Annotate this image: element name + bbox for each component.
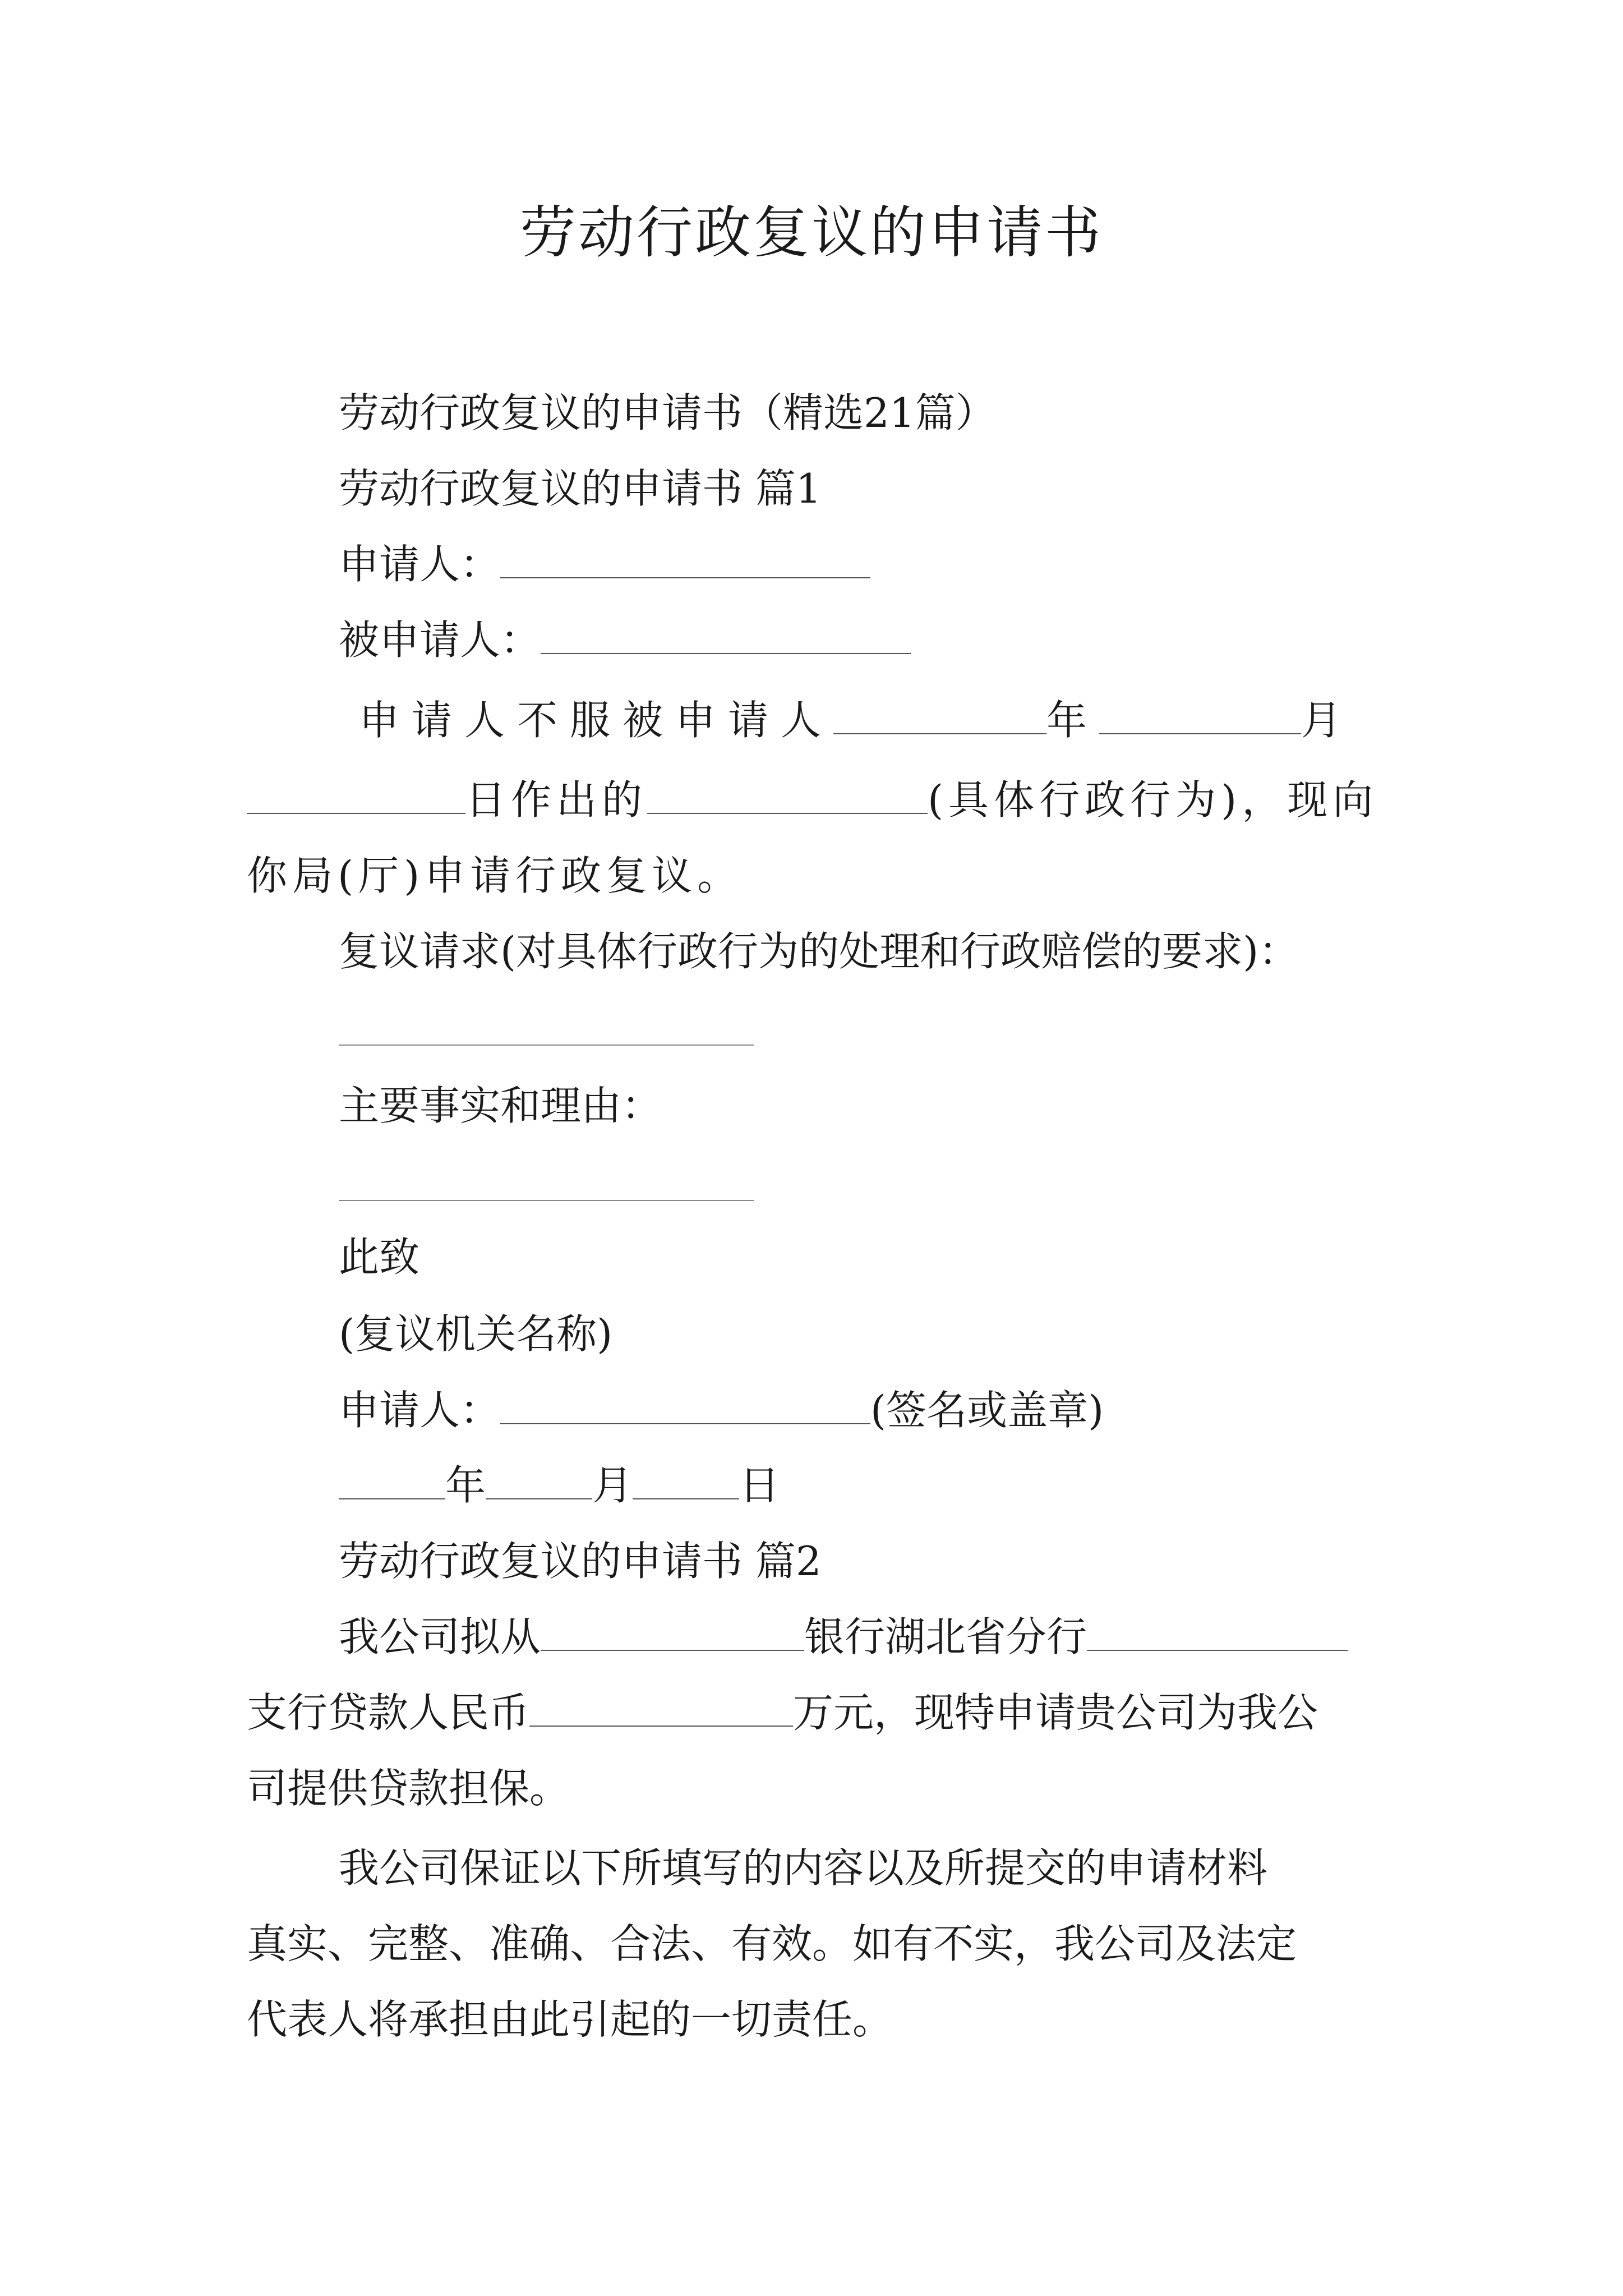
date-month-blank [486, 1462, 592, 1499]
date-day-label: 日 [739, 1462, 780, 1509]
applicant-blank [500, 541, 870, 578]
p2-branch-blank [1087, 1614, 1348, 1651]
facts-label: 主要事实和理由： [339, 1082, 662, 1129]
p2-text-c: 支行贷款人民币 [247, 1689, 530, 1736]
p2-text-b: 银行湖北省分行 [804, 1613, 1087, 1660]
document-title: 劳动行政复议的申请书 [520, 200, 1103, 265]
applicant-line [339, 537, 870, 591]
p2-text-a: 我公司拟从 [339, 1613, 541, 1660]
p1-text-c: (具体行政行为)，现向 [928, 776, 1378, 823]
p1-text-b: 日作出的 [465, 776, 648, 823]
paragraph-1-line-3: 你局(厅)申请行政复议。 [247, 852, 743, 899]
p2-amount-blank [529, 1690, 793, 1727]
respondent-line [339, 613, 911, 667]
paragraph-3-line-1: 我公司保证以下所填写的内容以及所提交的申请材料 [339, 1844, 1268, 1892]
paragraph-1-line-1 [359, 693, 1354, 747]
authority-name: (复议机关名称) [339, 1310, 613, 1358]
applicant-label: 申请人： [339, 541, 501, 588]
sign-suffix: (签名或盖章) [870, 1387, 1104, 1434]
request-blank-line [339, 1045, 754, 1046]
sign-label: 申请人： [339, 1387, 501, 1434]
respondent-label: 被申请人： [339, 616, 541, 664]
date-line [339, 1458, 780, 1512]
signature-blank [500, 1387, 870, 1424]
regards: 此致 [339, 1234, 420, 1281]
p1-text-a: 申请人不服被申请人 [359, 697, 834, 744]
date-month-label: 月 [592, 1462, 633, 1509]
request-label: 复议请求(对具体行政行为的处理和行政赔偿的要求)： [339, 928, 1299, 975]
p1-date-month-blank [1099, 697, 1301, 734]
p2-bank-blank [541, 1614, 804, 1651]
p2-text-d: 万元，现特申请贵公司为我公 [793, 1689, 1318, 1736]
p1-date-year-blank [833, 697, 1046, 734]
paragraph-2-line-1 [339, 1610, 1348, 1664]
signature-line [339, 1383, 1104, 1437]
p1-date-day-blank [247, 777, 465, 814]
paragraph-2-line-2 [247, 1686, 1318, 1740]
section-heading-2: 劳动行政复议的申请书 篇2 [339, 1538, 822, 1585]
subtitle: 劳动行政复议的申请书（精选21篇） [339, 389, 996, 436]
p1-year-label: 年 [1046, 697, 1100, 744]
date-year-blank [339, 1462, 445, 1499]
facts-blank-line [339, 1200, 754, 1201]
section-heading-1: 劳动行政复议的申请书 篇1 [339, 465, 822, 512]
paragraph-1-line-2 [247, 773, 1378, 827]
date-year-label: 年 [445, 1462, 486, 1509]
paragraph-3-line-2: 真实、完整、准确、合法、有效。如有不实，我公司及法定 [247, 1920, 1297, 1967]
p1-month-label: 月 [1301, 697, 1354, 744]
date-day-blank [633, 1462, 739, 1499]
respondent-blank [541, 617, 911, 654]
paragraph-3-line-3: 代表人将承担由此引起的一切责任。 [247, 1996, 893, 2043]
paragraph-2-line-3: 司提供贷款担保。 [247, 1765, 570, 1812]
p1-action-blank [647, 777, 928, 814]
